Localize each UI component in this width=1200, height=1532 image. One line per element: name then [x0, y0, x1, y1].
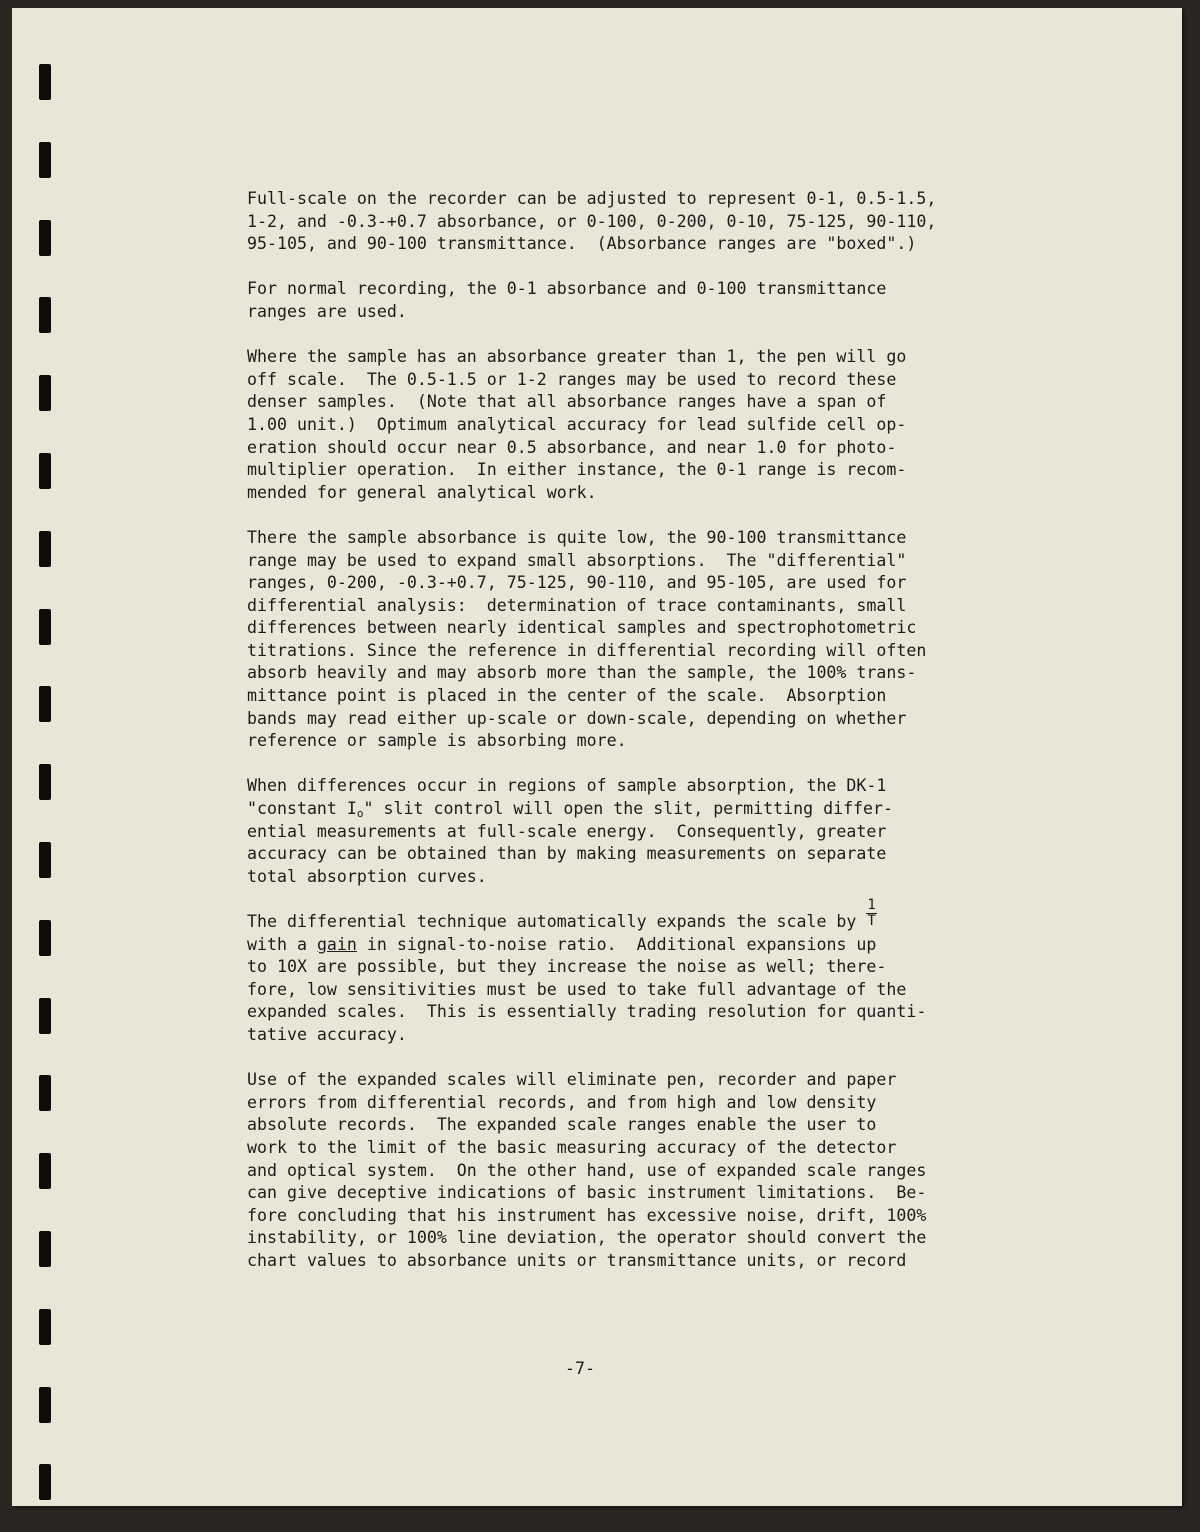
fraction-numerator: 1	[867, 897, 876, 913]
text-line: mittance point is placed in the center of the scale. Absorption	[247, 686, 887, 706]
text-line: errors from differential records, and from high and low density	[247, 1092, 877, 1112]
paragraph-4	[247, 527, 1047, 753]
binding-hole	[39, 1075, 51, 1111]
text-line: range may be used to expand small absorptions. The "differential"	[247, 550, 907, 570]
text-segment: The differential technique automatically expands the scale by	[247, 912, 867, 931]
binding-hole	[39, 842, 51, 878]
text-line: absolute records. The expanded scale ranges enable the user to	[247, 1115, 877, 1135]
text-line: titrations. Since the reference in differential recording will often	[247, 640, 927, 660]
text-line: bands may read either up-scale or down-scale, depending on whether	[247, 708, 907, 728]
document-page	[12, 8, 1182, 1506]
fraction	[866, 898, 876, 929]
text-line: 1-2, and -0.3-+0.7 absorbance, or 0-100, 0-200, 0-10, 75-125, 90-110,	[247, 211, 937, 231]
text-line: 1.00 unit.) Optimum analytical accuracy for lead sulfide cell op-	[247, 414, 907, 434]
binding-hole	[39, 998, 51, 1034]
binding-hole	[39, 764, 51, 800]
text-line: total absorption curves.	[247, 866, 487, 886]
text-line: reference or sample is absorbing more.	[247, 731, 627, 751]
text-segment: in signal-to-noise ratio. Additional expansions up	[356, 934, 877, 954]
text-line: Where the sample has an absorbance greater than 1, the pen will go	[247, 347, 907, 367]
binding-hole	[39, 375, 51, 411]
binding-hole	[39, 1231, 51, 1267]
paragraph-7	[247, 1069, 1047, 1272]
text-line	[247, 798, 1047, 821]
paragraph-6	[247, 897, 1047, 1047]
text-line: For normal recording, the 0-1 absorbance and 0-100 transmittance	[247, 279, 887, 299]
text-line: ranges are used.	[247, 301, 407, 321]
text-line	[247, 897, 1047, 934]
text-line: mended for general analytical work.	[247, 482, 597, 502]
text-line: differential analysis: determination of trace contaminants, small	[247, 595, 907, 615]
binding-hole	[39, 686, 51, 722]
body-text	[247, 188, 1047, 1295]
text-line: chart values to absorbance units or transmittance units, or record	[247, 1250, 907, 1270]
fraction-denominator: T	[867, 913, 876, 929]
binding-hole	[39, 64, 51, 100]
text-line: off scale. The 0.5-1.5 or 1-2 ranges may be used to record these	[247, 369, 897, 389]
text-segment: "constant I	[247, 799, 357, 819]
text-line: absorb heavily and may absorb more than the sample, the 100% trans-	[247, 663, 917, 683]
text-line: differences between nearly identical samples and spectrophotometric	[247, 618, 917, 638]
text-segment: " slit control will open the slit, permitting differ-	[363, 799, 894, 819]
page-number: -7-	[565, 1359, 595, 1378]
text-line: eration should occur near 0.5 absorbance, and near 1.0 for photo-	[247, 437, 897, 457]
binding-hole	[39, 142, 51, 178]
text-line	[247, 934, 1047, 957]
text-line: fore, low sensitivities must be used to take full advantage of the	[247, 979, 907, 999]
binding-hole	[39, 1309, 51, 1345]
text-line: ential measurements at full-scale energy. Consequently, greater	[247, 821, 887, 841]
binding-hole	[39, 297, 51, 333]
binding-hole	[39, 1387, 51, 1423]
binding-hole	[39, 1153, 51, 1189]
text-line: can give deceptive indications of basic instrument limitations. Be-	[247, 1183, 927, 1203]
text-line: and optical system. On the other hand, use of expanded scale ranges	[247, 1160, 927, 1180]
text-line: expanded scales. This is essentially trading resolution for quanti-	[247, 1002, 927, 1022]
text-line: ranges, 0-200, -0.3-+0.7, 75-125, 90-110, and 95-105, are used for	[247, 573, 907, 593]
text-line: work to the limit of the basic measuring accuracy of the detector	[247, 1137, 897, 1157]
subscript: o	[356, 807, 364, 821]
paragraph-3	[247, 346, 1047, 504]
binding-hole	[39, 920, 51, 956]
text-line: denser samples. (Note that all absorbance ranges have a span of	[247, 392, 887, 412]
text-segment: with a	[247, 934, 317, 954]
paragraph-5	[247, 775, 1047, 888]
text-line: multiplier operation. In either instance, the 0-1 range is recom-	[247, 460, 907, 480]
text-line: 95-105, and 90-100 transmittance. (Absorbance ranges are "boxed".)	[247, 234, 917, 254]
text-line: accuracy can be obtained than by making measurements on separate	[247, 844, 887, 864]
text-line: Use of the expanded scales will eliminate pen, recorder and paper	[247, 1070, 897, 1090]
underlined-word: gain	[316, 934, 357, 954]
text-line: instability, or 100% line deviation, the operator should convert the	[247, 1228, 927, 1248]
text-line: tative accuracy.	[247, 1024, 407, 1044]
text-line: When differences occur in regions of sample absorption, the DK-1	[247, 776, 887, 796]
text-line: Full-scale on the recorder can be adjusted to represent 0-1, 0.5-1.5,	[247, 189, 937, 208]
binding-hole	[39, 453, 51, 489]
binding-hole	[39, 1464, 51, 1500]
text-line: fore concluding that his instrument has excessive noise, drift, 100%	[247, 1205, 927, 1225]
paragraph-1	[247, 188, 1047, 256]
binding-hole	[39, 220, 51, 256]
binding-hole	[39, 531, 51, 567]
paragraph-2	[247, 278, 1047, 323]
text-line: to 10X are possible, but they increase the noise as well; there-	[247, 957, 887, 977]
binding-hole	[39, 609, 51, 645]
text-line: There the sample absorbance is quite low, the 90-100 transmittance	[247, 527, 907, 547]
